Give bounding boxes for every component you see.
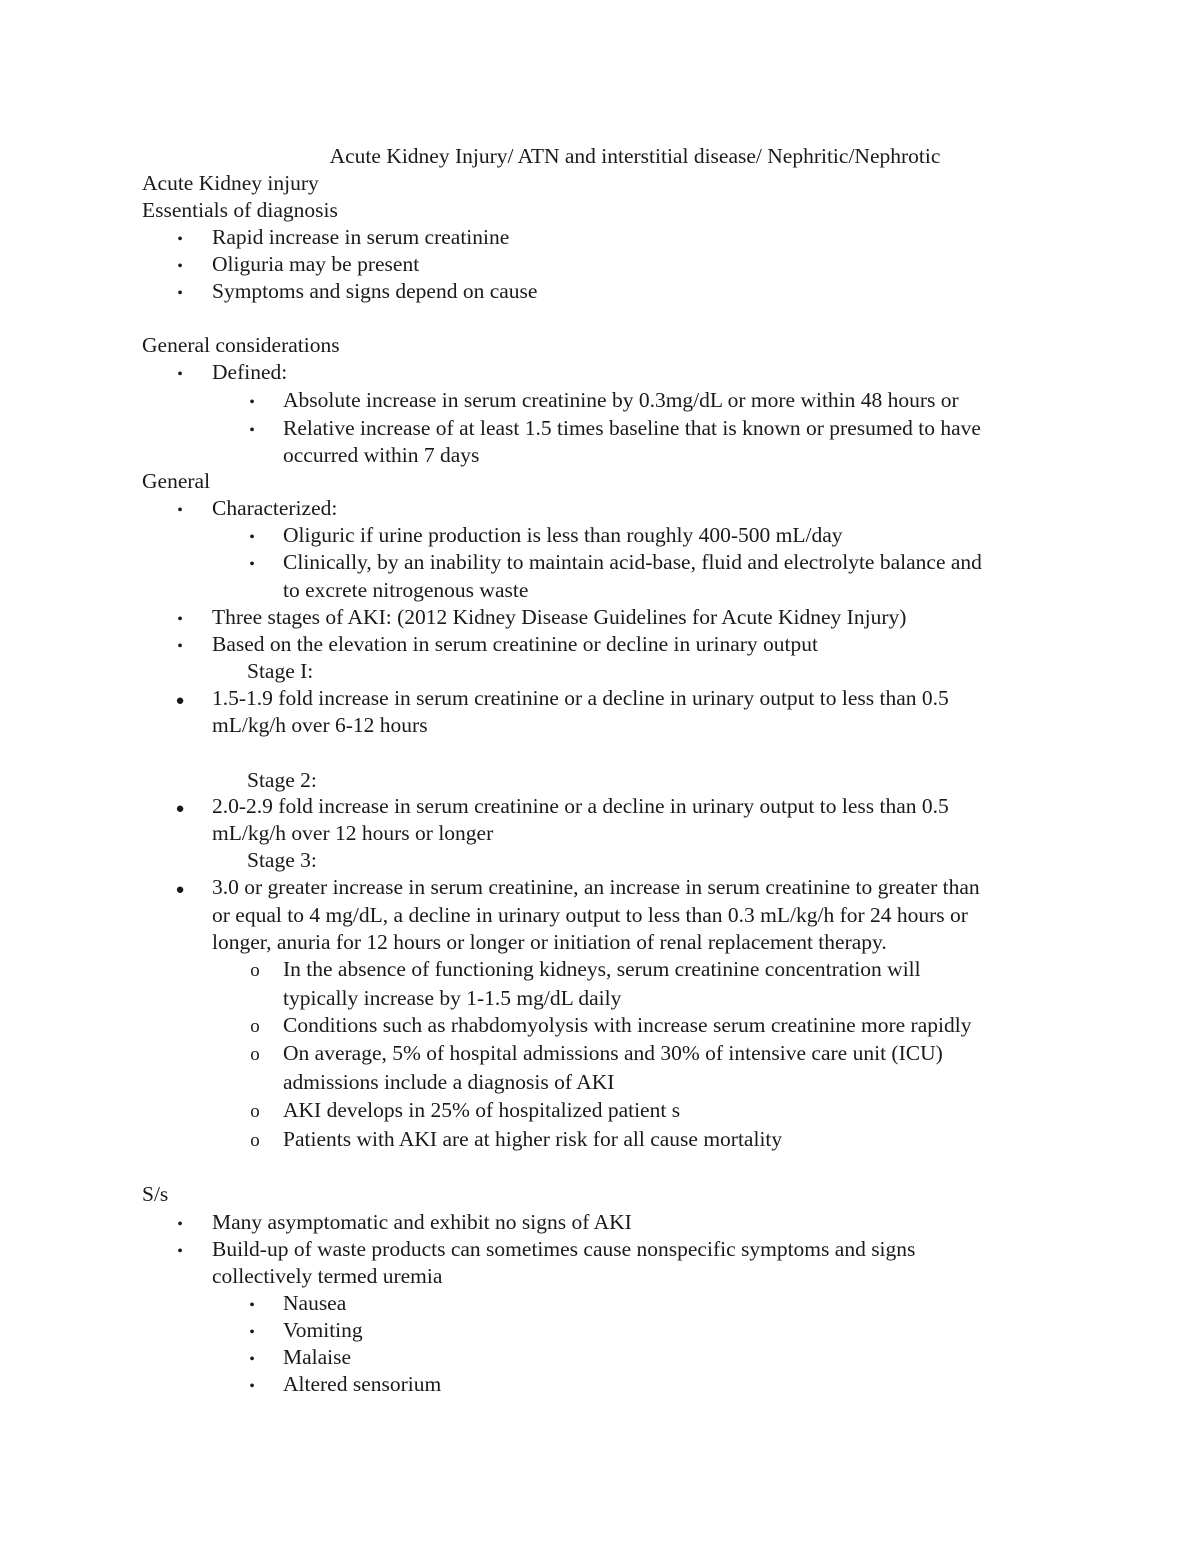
sub-list-item: Conditions such as rhabdomyolysis with increase serum creatinine more rapidly bbox=[283, 1013, 972, 1037]
sub-list-item-continuation: admissions include a diagnosis of AKI bbox=[283, 1070, 615, 1094]
sub-bullet bbox=[245, 956, 265, 984]
bullet bbox=[170, 1236, 190, 1265]
heading-signs-symptoms: S/s bbox=[142, 1182, 169, 1206]
heading-general-considerations: General considerations bbox=[142, 333, 340, 357]
list-item-continuation: mL/kg/h over 6-12 hours bbox=[212, 713, 428, 737]
list-item-continuation: longer, anuria for 12 hours or longer or initiation of renal replacement therapy. bbox=[212, 930, 887, 954]
bullet bbox=[170, 495, 190, 524]
list-item: Based on the elevation in serum creatinine or decline in urinary output bbox=[212, 632, 818, 656]
heading-acute-kidney-injury: Acute Kidney injury bbox=[142, 171, 319, 195]
list-item: Altered sensorium bbox=[283, 1372, 442, 1396]
list-item: Build-up of waste products can sometimes cause nonspecific symptoms and signs bbox=[212, 1237, 916, 1261]
list-item: Clinically, by an inability to maintain acid-base, fluid and electrolyte balance and bbox=[283, 550, 982, 574]
list-item: Rapid increase in serum creatinine bbox=[212, 225, 510, 249]
bullet bbox=[242, 522, 262, 551]
document-title: Acute Kidney Injury/ ATN and interstitial disease/ Nephritic/Nephrotic bbox=[329, 144, 941, 168]
list-item: Nausea bbox=[283, 1291, 347, 1315]
sub-list-item: AKI develops in 25% of hospitalized patient s bbox=[283, 1098, 681, 1122]
list-item: 1.5-1.9 fold increase in serum creatinine or a decline in urinary output to less than 0.5 bbox=[212, 686, 949, 710]
bullet bbox=[242, 387, 262, 416]
bullet bbox=[170, 793, 190, 823]
list-item-continuation: to excrete nitrogenous waste bbox=[283, 578, 529, 602]
bullet bbox=[170, 1209, 190, 1238]
list-item: Defined: bbox=[212, 360, 288, 384]
bullet bbox=[242, 415, 262, 444]
list-item: Three stages of AKI: (2012 Kidney Disease Guidelines for Acute Kidney Injury) bbox=[212, 605, 907, 629]
stage-label: Stage 2: bbox=[247, 768, 317, 792]
list-item-continuation: mL/kg/h over 12 hours or longer bbox=[212, 821, 494, 845]
heading-general: General bbox=[142, 469, 211, 493]
sub-list-item: Patients with AKI are at higher risk for all cause mortality bbox=[283, 1127, 783, 1151]
list-item-continuation: occurred within 7 days bbox=[283, 443, 480, 467]
list-item: Many asymptomatic and exhibit no signs of AKI bbox=[212, 1210, 632, 1234]
sub-list-item: In the absence of functioning kidneys, serum creatinine concentration will bbox=[283, 957, 921, 981]
list-item: Malaise bbox=[283, 1345, 352, 1369]
list-item: Relative increase of at least 1.5 times baseline that is known or presumed to have bbox=[283, 416, 981, 440]
bullet bbox=[170, 685, 190, 715]
bullet bbox=[170, 224, 190, 253]
bullet bbox=[170, 604, 190, 633]
bullet bbox=[242, 1317, 262, 1346]
list-item: 3.0 or greater increase in serum creatinine, an increase in serum creatinine to greater than bbox=[212, 875, 980, 899]
list-item: Symptoms and signs depend on cause bbox=[212, 279, 538, 303]
list-item: Oliguria may be present bbox=[212, 252, 420, 276]
sub-bullet bbox=[245, 1040, 265, 1068]
sub-bullet bbox=[245, 1012, 265, 1040]
list-item: 2.0-2.9 fold increase in serum creatinine or a decline in urinary output to less than 0.5 bbox=[212, 794, 949, 818]
sub-list-item-continuation: typically increase by 1-1.5 mg/dL daily bbox=[283, 986, 622, 1010]
bullet bbox=[242, 1371, 262, 1400]
bullet bbox=[170, 874, 190, 904]
heading-essentials-of-diagnosis: Essentials of diagnosis bbox=[142, 198, 338, 222]
bullet bbox=[242, 1344, 262, 1373]
bullet bbox=[170, 359, 190, 388]
bullet bbox=[170, 278, 190, 307]
bullet bbox=[242, 549, 262, 578]
stage-label: Stage I: bbox=[247, 659, 314, 683]
bullet bbox=[170, 251, 190, 280]
sub-bullet bbox=[245, 1126, 265, 1154]
list-item-continuation: or equal to 4 mg/dL, a decline in urinary output to less than 0.3 mL/kg/h for 24 hours or bbox=[212, 903, 968, 927]
stage-label: Stage 3: bbox=[247, 848, 317, 872]
sub-list-item: On average, 5% of hospital admissions and 30% of intensive care unit (ICU) bbox=[283, 1041, 943, 1065]
sub-bullet bbox=[245, 1097, 265, 1125]
list-item: Oliguric if urine production is less than roughly 400-500 mL/day bbox=[283, 523, 843, 547]
list-item-continuation: collectively termed uremia bbox=[212, 1264, 443, 1288]
list-item: Vomiting bbox=[283, 1318, 363, 1342]
bullet bbox=[170, 631, 190, 660]
list-item: Absolute increase in serum creatinine by 0.3mg/dL or more within 48 hours or bbox=[283, 388, 959, 412]
list-item: Characterized: bbox=[212, 496, 338, 520]
bullet bbox=[242, 1290, 262, 1319]
